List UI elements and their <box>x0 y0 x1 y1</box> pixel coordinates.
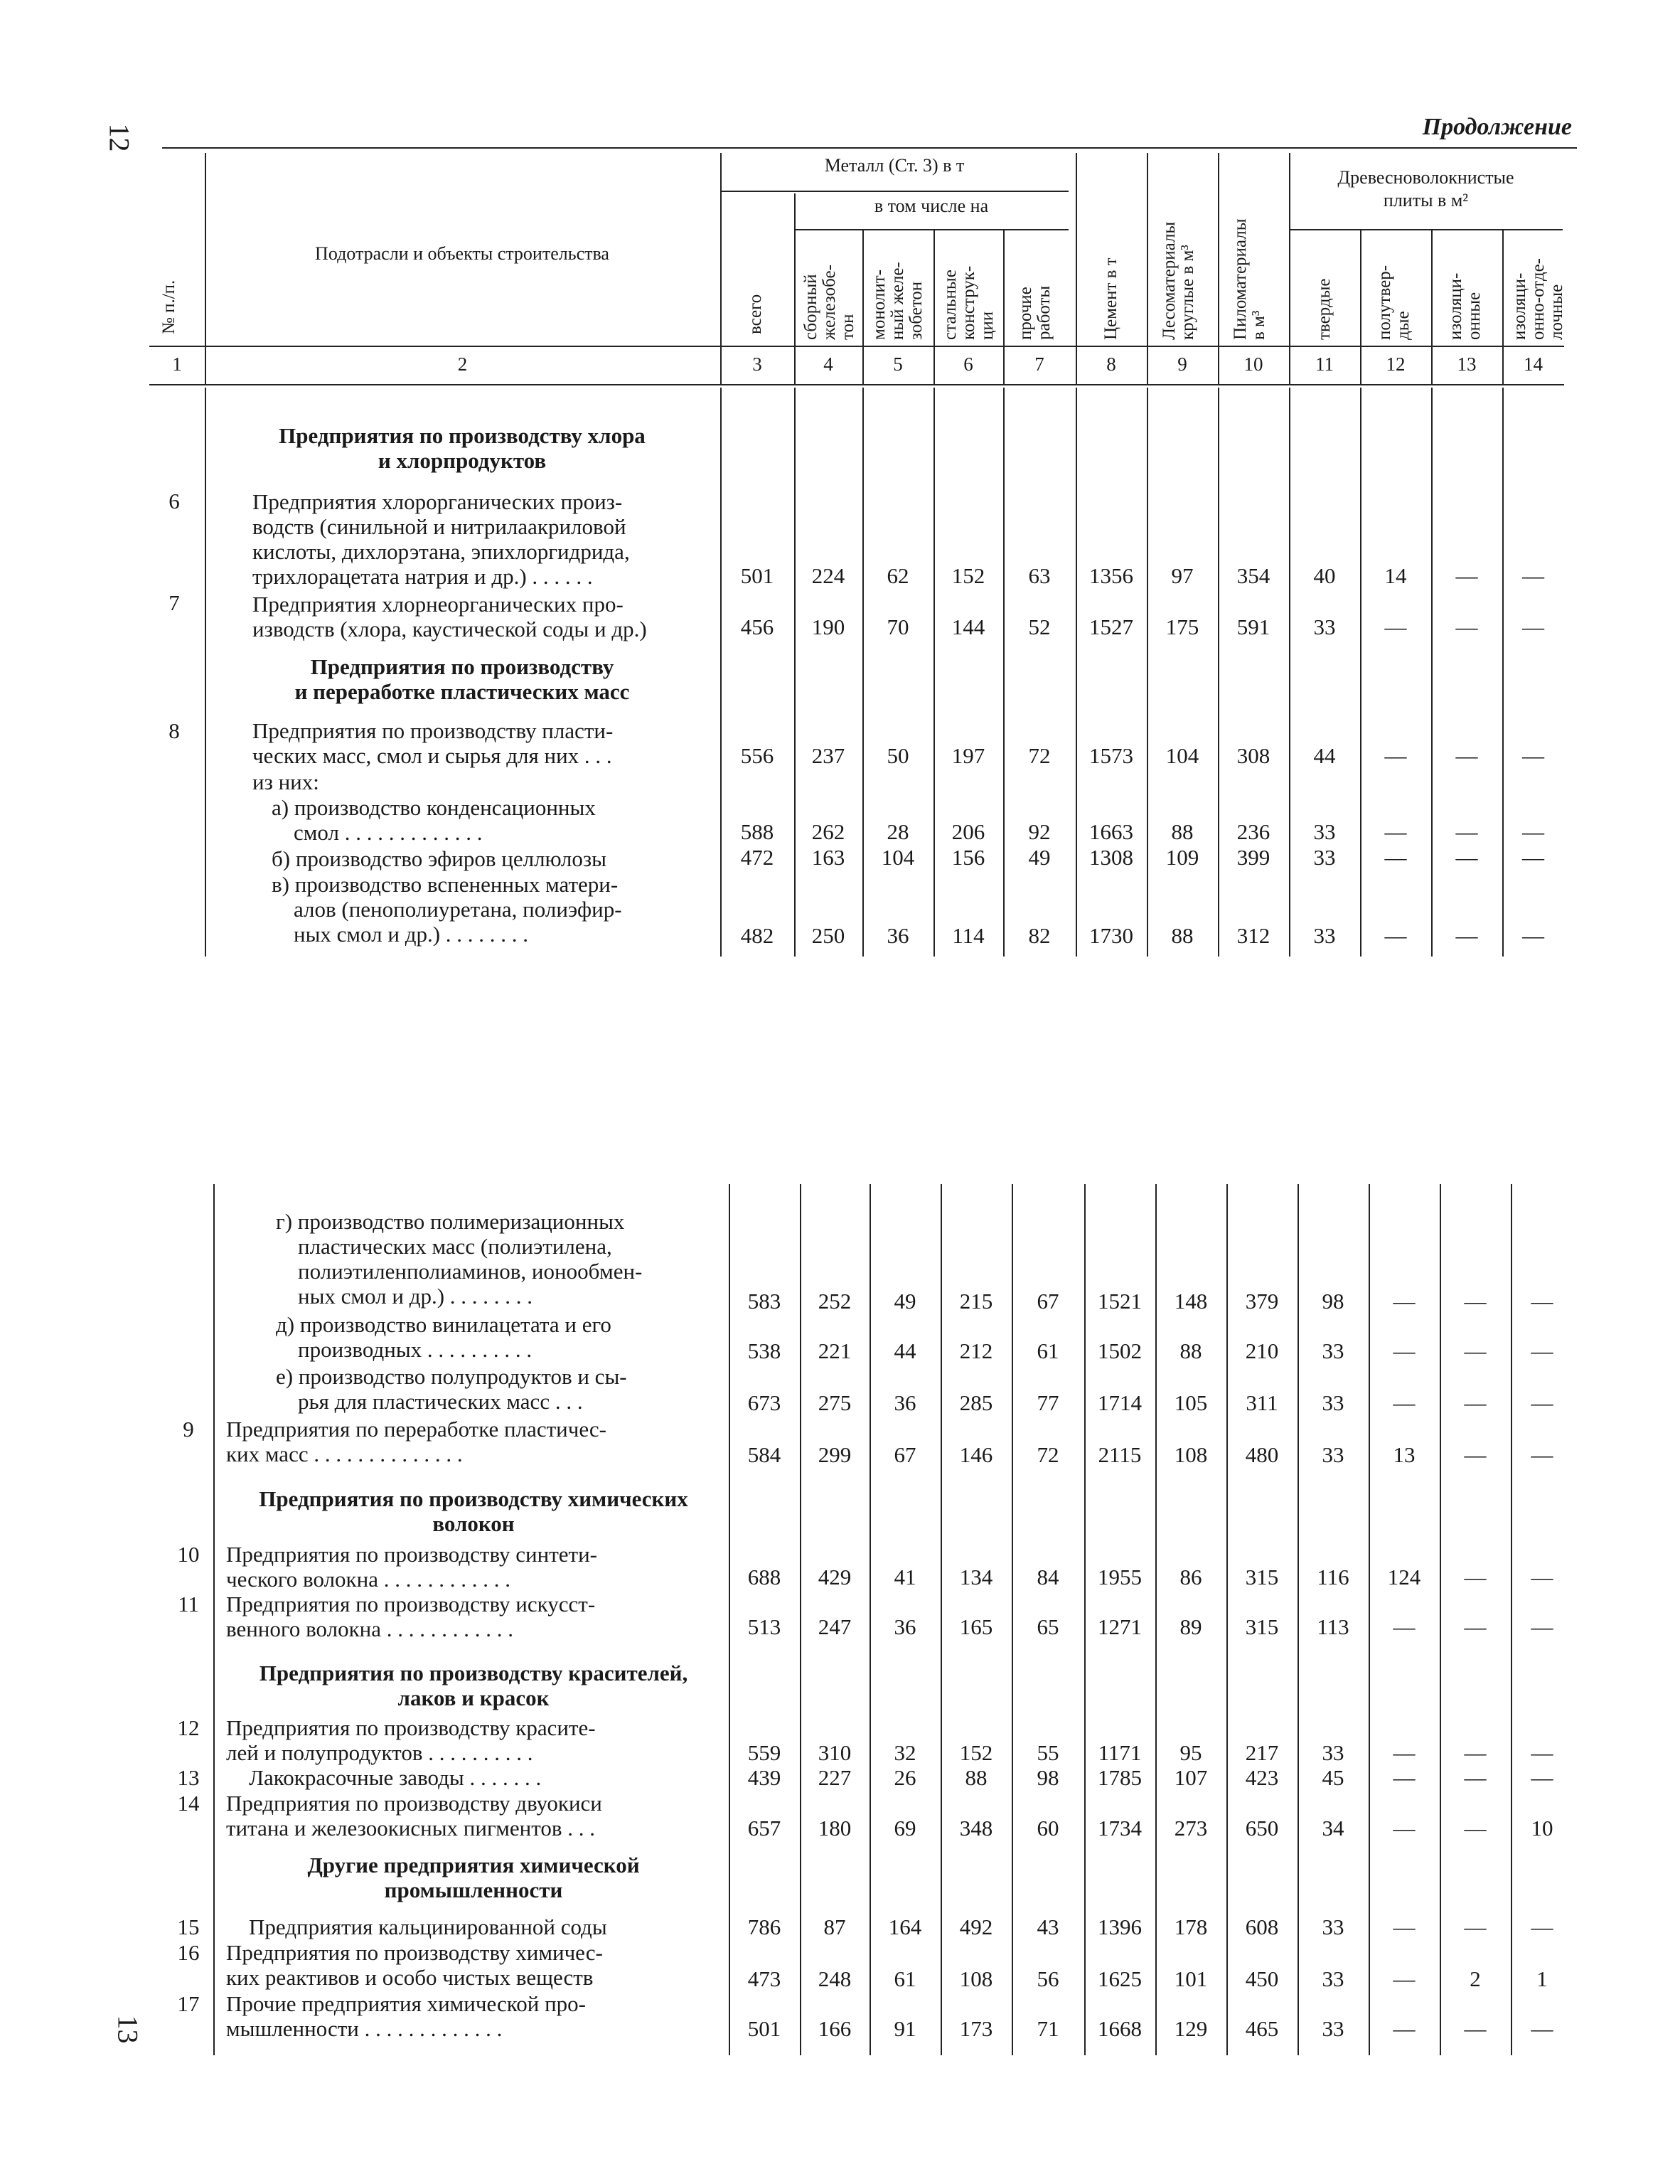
row-number: 6 <box>168 489 180 513</box>
header-other-works: прочие работы <box>1016 285 1054 340</box>
table-cell: 248 <box>818 1966 852 1991</box>
table-cell: 152 <box>959 1740 993 1765</box>
table-cell: — <box>1393 1914 1416 1939</box>
table-cell: — <box>1455 923 1478 948</box>
table-cell: 33 <box>1322 1740 1344 1765</box>
section-dyes: Предприятия по производству красителей, лаков и красок <box>259 1661 688 1710</box>
table-cell: 72 <box>1037 1442 1059 1467</box>
table-cell: — <box>1455 743 1478 768</box>
page-number-right: 13 <box>112 2015 144 2044</box>
table-cell: 44 <box>894 1338 916 1363</box>
table-cell: 104 <box>1165 743 1199 768</box>
table-cell: 84 <box>1037 1565 1059 1589</box>
table-cell: 786 <box>747 1914 781 1939</box>
row-text: Предприятия по производству химичес- ких реактивов и особо чистых веществ <box>226 1940 603 1990</box>
table-cell: 114 <box>952 923 985 948</box>
table-cell: 97 <box>1171 563 1194 588</box>
table-cell: — <box>1393 1816 1416 1841</box>
table-cell: — <box>1464 1565 1487 1589</box>
table-cell: — <box>1464 1390 1487 1415</box>
column-number: 14 <box>1524 353 1543 375</box>
table-cell: — <box>1464 1442 1487 1467</box>
table-cell: 71 <box>1037 2016 1059 2041</box>
column-number: 7 <box>1034 353 1044 375</box>
table-cell: 501 <box>747 2016 781 2041</box>
table-cell: 33 <box>1322 1442 1344 1467</box>
table-cell: 1521 <box>1098 1289 1142 1314</box>
table-cell: 72 <box>1028 743 1051 768</box>
table-cell: 688 <box>747 1565 781 1589</box>
table-cell: 98 <box>1037 1765 1059 1790</box>
table-cell: 1730 <box>1089 923 1133 948</box>
table-cell: 44 <box>1313 743 1336 768</box>
table-cell: 588 <box>740 819 774 844</box>
table-cell: — <box>1531 2016 1553 2041</box>
row-text: Прочие предприятия химической про- мышленности . . . . . . . . . . . . . <box>226 1991 586 2041</box>
table-cell: 559 <box>747 1740 781 1765</box>
table-cell: — <box>1531 1614 1553 1639</box>
table-cell: 221 <box>818 1338 852 1363</box>
table-cell: — <box>1455 819 1478 844</box>
row-text: в) производство вспененных матери- алов (пенополиуретана, полиэфир- ных смол и др.) . . . . . . . . <box>272 872 622 947</box>
row-text: Предприятия по производству двуокиси титана и железоокисных пигментов . . . <box>226 1791 602 1841</box>
column-number: 12 <box>1386 353 1406 375</box>
table-cell: 210 <box>1245 1338 1279 1363</box>
table-cell: 86 <box>1179 1565 1202 1589</box>
table-cell: — <box>1393 2016 1416 2041</box>
section-plastics: Предприятия по производству и переработке пластических масс <box>294 654 630 704</box>
table-cell: — <box>1384 845 1407 870</box>
column-number: 5 <box>893 353 903 375</box>
table-cell: — <box>1531 1565 1553 1589</box>
table-cell: 212 <box>959 1338 993 1363</box>
table-cell: 315 <box>1245 1565 1279 1589</box>
table-cell: — <box>1531 1740 1553 1765</box>
table-cell: 33 <box>1322 1390 1344 1415</box>
table-cell: 673 <box>747 1390 781 1415</box>
table-cell: — <box>1464 1289 1487 1314</box>
table-cell: 98 <box>1322 1289 1344 1314</box>
table-cell: 247 <box>818 1614 852 1639</box>
table-cell: — <box>1384 614 1407 639</box>
table-cell: 56 <box>1037 1966 1059 1991</box>
table-cell: — <box>1384 923 1407 948</box>
header-object-name: Подотрасли и объекты строительства <box>315 243 609 264</box>
table-cell: 87 <box>823 1914 846 1939</box>
row-text: Предприятия по производству красите- лей и полупродуктов . . . . . . . . . . <box>226 1715 596 1765</box>
table-cell: 70 <box>887 614 909 639</box>
table-cell: 26 <box>894 1765 916 1790</box>
row-text: Предприятия по переработке пластичес- ких масс . . . . . . . . . . . . . . <box>226 1417 606 1466</box>
table-cell: 33 <box>1322 1966 1344 1991</box>
table-cell: 14 <box>1384 563 1407 588</box>
table-cell: 429 <box>818 1565 852 1589</box>
table-cell: 109 <box>1165 845 1199 870</box>
table-cell: 1308 <box>1089 845 1133 870</box>
header-total: всего <box>746 294 765 334</box>
page-number-left: 12 <box>103 123 136 152</box>
row-number: 15 <box>177 1914 200 1939</box>
table-cell: 1573 <box>1089 743 1133 768</box>
row-number: 14 <box>177 1791 200 1816</box>
row-text: из них: <box>252 769 319 794</box>
table-cell: 60 <box>1037 1816 1059 1841</box>
table-cell: 556 <box>740 743 774 768</box>
table-cell: 134 <box>959 1565 993 1589</box>
row-text: е) производство полупродуктов и сы- рья для пластических масс . . . <box>276 1364 627 1414</box>
table-cell: 1668 <box>1098 2016 1142 2041</box>
table-cell: 538 <box>747 1338 781 1363</box>
table-cell: 105 <box>1174 1390 1208 1415</box>
table-cell: 175 <box>1165 614 1199 639</box>
table-cell: — <box>1384 743 1407 768</box>
table-cell: 146 <box>959 1442 993 1467</box>
table-cell: — <box>1464 1614 1487 1639</box>
table-cell: 36 <box>894 1614 916 1639</box>
table-cell: 227 <box>818 1765 852 1790</box>
table-cell: 399 <box>1236 845 1270 870</box>
table-cell: 1527 <box>1089 614 1133 639</box>
table-cell: 308 <box>1236 743 1270 768</box>
table-cell: 584 <box>747 1442 781 1467</box>
row-number: 11 <box>178 1592 199 1616</box>
table-cell: 108 <box>959 1966 993 1991</box>
column-number: 6 <box>963 353 973 375</box>
table-cell: 107 <box>1174 1765 1208 1790</box>
row-text: Лакокрасочные заводы . . . . . . . <box>249 1765 542 1790</box>
table-cell: 156 <box>951 845 985 870</box>
row-text: Предприятия кальцинированной соды <box>249 1914 607 1939</box>
table-cell: — <box>1531 1289 1553 1314</box>
column-number: 2 <box>457 353 468 375</box>
table-cell: 473 <box>747 1966 781 1991</box>
table-cell: 348 <box>959 1816 993 1841</box>
table-cell: — <box>1531 1442 1553 1467</box>
table-cell: 439 <box>747 1765 781 1790</box>
table-cell: — <box>1522 923 1544 948</box>
table-cell: — <box>1522 845 1544 870</box>
table-cell: — <box>1455 563 1478 588</box>
table-cell: 40 <box>1313 563 1336 588</box>
table-cell: 101 <box>1174 1966 1208 1991</box>
table-cell: — <box>1531 1390 1553 1415</box>
table-cell: — <box>1464 2016 1487 2041</box>
table-cell: — <box>1464 1914 1487 1939</box>
table-cell: 197 <box>951 743 985 768</box>
table-cell: — <box>1531 1338 1553 1363</box>
table-cell: 33 <box>1322 1914 1344 1939</box>
table-cell: 55 <box>1037 1740 1059 1765</box>
table-cell: 33 <box>1322 1338 1344 1363</box>
table-cell: 33 <box>1322 2016 1344 2041</box>
table-cell: 583 <box>747 1289 781 1314</box>
row-number: 17 <box>177 1991 200 2016</box>
table-cell: 450 <box>1245 1966 1279 1991</box>
table-cell: 32 <box>894 1740 916 1765</box>
table-cell: 379 <box>1245 1289 1279 1314</box>
section-other: Другие предприятия химической промышленности <box>307 1853 640 1902</box>
table-cell: — <box>1531 1765 1553 1790</box>
table-cell: 180 <box>818 1816 852 1841</box>
table-cell: 113 <box>1317 1614 1349 1639</box>
table-cell: 657 <box>747 1816 781 1841</box>
table-cell: 34 <box>1322 1816 1344 1841</box>
table-cell: — <box>1393 1614 1416 1639</box>
table-cell: 108 <box>1174 1442 1208 1467</box>
table-cell: — <box>1393 1765 1416 1790</box>
continuation-label: Продолжение <box>1422 114 1572 140</box>
column-number: 11 <box>1315 353 1334 375</box>
table-cell: — <box>1522 743 1544 768</box>
table-cell: 315 <box>1245 1614 1279 1639</box>
table-cell: 62 <box>887 563 909 588</box>
table-cell: 482 <box>740 923 774 948</box>
header-including: в том числе на <box>874 196 989 216</box>
table-cell: 591 <box>1236 614 1270 639</box>
table-cell: 173 <box>959 2016 993 2041</box>
table-cell: 1663 <box>1089 819 1133 844</box>
table-cell: 88 <box>1171 923 1194 948</box>
table-cell: 250 <box>811 923 845 948</box>
table-cell: 237 <box>811 743 845 768</box>
row-text: Предприятия хлорнеорганических про- изводств (хлора, каустической соды и др.) <box>252 592 647 641</box>
row-text: б) производство эфиров целлюлозы <box>272 846 606 871</box>
table-cell: 513 <box>747 1614 781 1639</box>
table-cell: — <box>1464 1740 1487 1765</box>
table-cell: 33 <box>1313 614 1336 639</box>
table-cell: — <box>1522 563 1544 588</box>
header-hard: твердые <box>1315 278 1334 340</box>
table-cell: — <box>1464 1338 1487 1363</box>
column-number: 1 <box>172 353 182 375</box>
table-cell: 33 <box>1313 845 1336 870</box>
table-cell: 49 <box>1028 845 1051 870</box>
column-number: 13 <box>1457 353 1477 375</box>
table-cell: 41 <box>894 1565 916 1589</box>
table-cell: 492 <box>959 1914 993 1939</box>
table-cell: — <box>1464 1765 1487 1790</box>
table-cell: 69 <box>894 1816 916 1841</box>
header-prefab-concrete: сборный железобе- тон <box>801 265 857 340</box>
table-cell: 166 <box>818 2016 852 2041</box>
table-cell: 472 <box>740 845 774 870</box>
table-cell: 608 <box>1245 1914 1279 1939</box>
table-cell: 144 <box>951 614 985 639</box>
table-cell: 275 <box>818 1390 852 1415</box>
table-cell: 89 <box>1179 1614 1202 1639</box>
table-cell: 2 <box>1470 1966 1481 1991</box>
table-cell: 252 <box>818 1289 852 1314</box>
table-cell: 148 <box>1174 1289 1208 1314</box>
table-cell: 95 <box>1179 1740 1202 1765</box>
table-cell: 1171 <box>1098 1740 1142 1765</box>
column-number: 8 <box>1106 353 1116 375</box>
table-cell: 28 <box>887 819 909 844</box>
table-cell: — <box>1393 1289 1416 1314</box>
table-cell: 43 <box>1037 1914 1059 1939</box>
header-semihard: полутвер- дые <box>1375 265 1413 340</box>
row-number: 12 <box>177 1715 200 1740</box>
table-cell: 61 <box>894 1966 916 1991</box>
table-cell: 310 <box>818 1740 852 1765</box>
table-cell: 52 <box>1028 614 1051 639</box>
table-cell: 88 <box>1171 819 1194 844</box>
header-monolithic-concrete: монолит- ный желе- зобетон <box>870 262 926 340</box>
row-number: 7 <box>168 590 180 615</box>
header-cement: Цемент в т <box>1101 257 1120 340</box>
table-cell: 215 <box>959 1289 993 1314</box>
table-cell: 36 <box>887 923 909 948</box>
table-cell: 273 <box>1174 1816 1208 1841</box>
header-insulating: изоляци- онные <box>1446 272 1484 340</box>
table-cell: — <box>1384 819 1407 844</box>
header-fiberboard: Древесноволокнистые плиты в м² <box>1337 167 1514 211</box>
row-number: 9 <box>183 1417 194 1442</box>
header-insulating-finishing: изоляци- онно-отде- лочные <box>1510 258 1566 340</box>
table-cell: 299 <box>818 1442 852 1467</box>
table-cell: 13 <box>1393 1442 1416 1467</box>
table-cell: 88 <box>1179 1338 1202 1363</box>
section-chlorine: Предприятия по производству хлора и хлорпродуктов <box>279 423 646 473</box>
table-cell: — <box>1455 845 1478 870</box>
row-text: г) производство полимеризационных пластических масс (полиэтилена, полиэтиленполиаминов, ионообмен- ных смол и др.) . . . . . . . . <box>276 1209 643 1309</box>
table-cell: 116 <box>1317 1565 1349 1589</box>
table-cell: 104 <box>881 845 915 870</box>
table-cell: 164 <box>888 1914 922 1939</box>
table-cell: 190 <box>811 614 845 639</box>
row-number: 10 <box>177 1542 200 1567</box>
table-cell: 77 <box>1037 1390 1059 1415</box>
table-cell: 354 <box>1236 563 1270 588</box>
table-cell: 88 <box>965 1765 988 1790</box>
table-cell: 1955 <box>1098 1565 1142 1589</box>
table-cell: 92 <box>1028 819 1051 844</box>
table-cell: — <box>1393 1338 1416 1363</box>
table-cell: 650 <box>1245 1816 1279 1841</box>
table-cell: 61 <box>1037 1338 1059 1363</box>
table-cell: 45 <box>1322 1765 1344 1790</box>
table-cell: 124 <box>1387 1565 1421 1589</box>
table-cell: 1785 <box>1098 1765 1142 1790</box>
table-cell: 2115 <box>1098 1442 1142 1467</box>
section-fibers: Предприятия по производству химических волокон <box>259 1486 688 1536</box>
table-cell: 91 <box>894 2016 916 2041</box>
table-cell: 165 <box>959 1614 993 1639</box>
row-text: а) производство конденсационных смол . . . . . . . . . . . . . <box>272 795 596 845</box>
table-cell: 1271 <box>1098 1614 1142 1639</box>
table-cell: 1625 <box>1098 1966 1142 1991</box>
table-cell: 285 <box>959 1390 993 1415</box>
table-cell: 33 <box>1313 923 1336 948</box>
table-cell: 33 <box>1313 819 1336 844</box>
header-row-number: № п./п. <box>159 279 178 334</box>
row-text: Предприятия по производству пласти- ческих масс, смол и сырья для них . . . <box>252 718 614 768</box>
header-metal: Металл (Ст. 3) в т <box>824 155 965 176</box>
row-number: 8 <box>168 718 180 743</box>
header-steel-structures: стальные конструк- ции <box>941 265 997 340</box>
table-cell: 36 <box>894 1390 916 1415</box>
column-number: 10 <box>1243 353 1263 375</box>
table-cell: — <box>1531 1914 1553 1939</box>
table-cell: — <box>1464 1816 1487 1841</box>
header-sawn-timber: Пиломатериалы в м³ <box>1231 218 1268 340</box>
table-cell: — <box>1393 1740 1416 1765</box>
table-cell: 50 <box>887 743 909 768</box>
table-cell: 206 <box>951 819 985 844</box>
table-cell: — <box>1522 614 1544 639</box>
table-cell: 163 <box>811 845 845 870</box>
row-number: 13 <box>177 1765 200 1790</box>
header-roundwood: Лесоматериалы круглые в м³ <box>1160 221 1197 340</box>
row-text: Предприятия по производству синтети- ческого волокна . . . . . . . . . . . . <box>226 1542 598 1592</box>
table-cell: 1502 <box>1098 1338 1142 1363</box>
table-cell: 63 <box>1028 563 1051 588</box>
table-cell: 67 <box>1037 1289 1059 1314</box>
table-cell: — <box>1455 614 1478 639</box>
table-cell: 236 <box>1236 819 1270 844</box>
table-cell: 1396 <box>1098 1914 1142 1939</box>
table-cell: 1714 <box>1098 1390 1142 1415</box>
table-cell: 1 <box>1536 1966 1548 1991</box>
table-cell: 178 <box>1174 1914 1208 1939</box>
table-cell: 65 <box>1037 1614 1059 1639</box>
table-cell: 465 <box>1245 2016 1279 2041</box>
table-cell: 129 <box>1174 2016 1208 2041</box>
table-cell: — <box>1393 1966 1416 1991</box>
table-cell: 423 <box>1245 1765 1279 1790</box>
row-text: Предприятия по производству искусст- венного волокна . . . . . . . . . . . . <box>226 1592 596 1641</box>
table-cell: 224 <box>811 563 845 588</box>
table-cell: 67 <box>894 1442 916 1467</box>
table-cell: 152 <box>951 563 985 588</box>
table-cell: 49 <box>894 1289 916 1314</box>
table-cell: 501 <box>740 563 774 588</box>
table-cell: 10 <box>1531 1816 1553 1841</box>
row-text: д) производство винилацетата и его производных . . . . . . . . . . <box>276 1312 611 1362</box>
table-cell: 262 <box>811 819 845 844</box>
table-cell: 311 <box>1246 1390 1278 1415</box>
column-number: 3 <box>752 353 762 375</box>
row-number: 16 <box>177 1940 200 1965</box>
row-text: Предприятия хлорорганических произ- водств (синильной и нитрилаакриловой кислоты, дихлорэтана, эпихлоргидрида, трихлорацетата натрия и др.) . . . . . . <box>252 489 630 589</box>
table-cell: — <box>1393 1390 1416 1415</box>
table-cell: 1734 <box>1098 1816 1142 1841</box>
column-number: 4 <box>823 353 833 375</box>
table-cell: 480 <box>1245 1442 1279 1467</box>
table-cell: 1356 <box>1089 563 1133 588</box>
column-number: 9 <box>1177 353 1187 375</box>
table-cell: — <box>1522 819 1544 844</box>
table-cell: 82 <box>1028 923 1051 948</box>
table-cell: 312 <box>1236 923 1270 948</box>
table-cell: 456 <box>740 614 774 639</box>
table-cell: 217 <box>1245 1740 1279 1765</box>
